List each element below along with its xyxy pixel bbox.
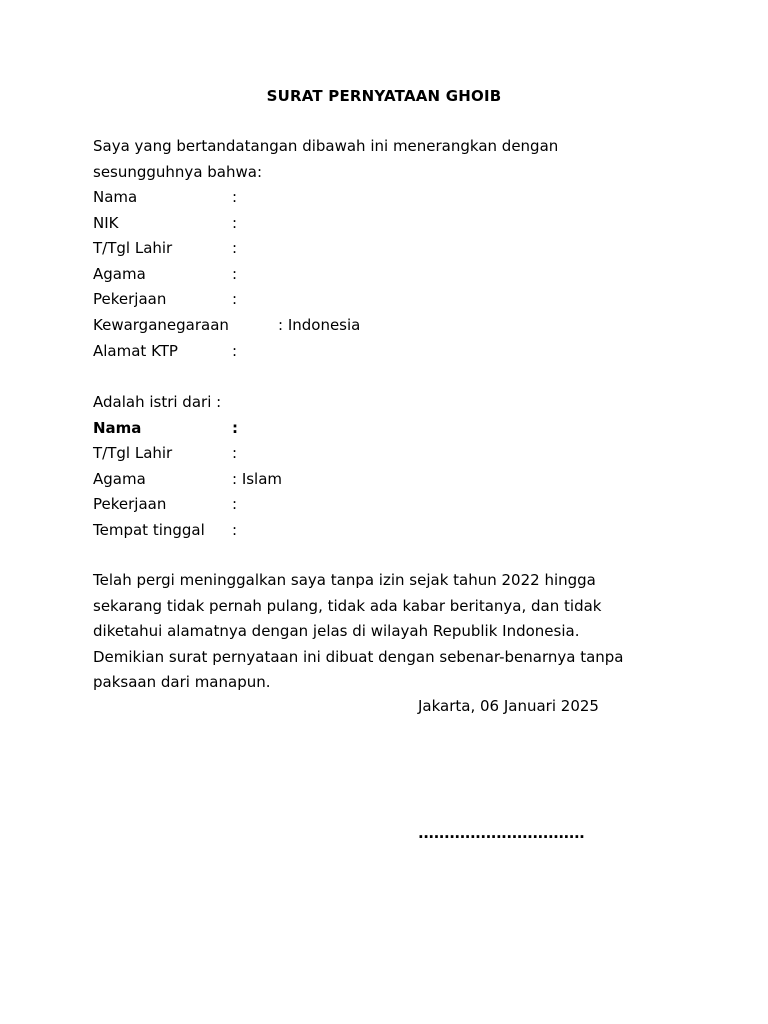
field-row-agama [93, 262, 653, 288]
spouse-row-tempat-tinggal [93, 518, 653, 544]
field-label: Nama [93, 418, 142, 437]
field-label: Agama [93, 469, 146, 488]
field-value: : [232, 213, 238, 232]
spouse-row-ttl [93, 441, 653, 467]
statement-line: sekarang tidak pernah pulang, tidak ada kabar beritanya, dan tidak [93, 596, 602, 615]
field-value: : Indonesia [278, 315, 361, 334]
field-row-kewarganegaraan [93, 313, 653, 339]
field-label: T/Tgl Lahir [93, 239, 173, 258]
field-label: Tempat tinggal [93, 520, 205, 539]
field-label: Pekerjaan [93, 290, 167, 309]
field-label: Agama [93, 264, 146, 283]
field-value: : [232, 264, 238, 283]
declarant-fields [93, 185, 653, 364]
field-label: T/Tgl Lahir [93, 444, 173, 463]
field-row-nik [93, 211, 653, 237]
statement-paragraph [93, 568, 653, 696]
intro-line: Saya yang bertandatangan dibawah ini menerangkan dengan [93, 137, 559, 155]
field-label: NIK [93, 213, 119, 232]
place-date: Jakarta, 06 Januari 2025 [418, 697, 599, 715]
spouse-row-nama [93, 416, 653, 442]
intro-paragraph [93, 134, 653, 185]
spouse-section [93, 390, 653, 544]
spouse-row-pekerjaan [93, 492, 653, 518]
field-value: : [232, 444, 238, 463]
field-value: : [232, 495, 238, 514]
statement-line: diketahui alamatnya dengan jelas di wilayah Republik Indonesia. [93, 622, 580, 641]
spouse-row-agama [93, 467, 653, 493]
field-value: : [232, 188, 238, 206]
field-row-nama [93, 185, 653, 211]
statement-line: Telah pergi meninggalkan saya tanpa izin sejak tahun 2022 hingga [93, 571, 596, 589]
field-value: : [232, 341, 238, 360]
statement-line: Demikian surat pernyataan ini dibuat dengan sebenar-benarnya tanpa [93, 647, 624, 666]
document-title: SURAT PERNYATAAN GHOIB [266, 87, 502, 105]
intro-line: sesungguhnya bahwa: [93, 162, 263, 181]
field-value: : Islam [232, 469, 283, 488]
field-row-ttl [93, 236, 653, 262]
field-label: Pekerjaan [93, 495, 167, 514]
field-value: : [232, 290, 238, 309]
field-row-alamat [93, 339, 653, 365]
field-row-pekerjaan [93, 287, 653, 313]
signature-line: ................................ [418, 824, 585, 842]
field-label: Kewarganegaraan [93, 315, 229, 334]
field-label: Alamat KTP [93, 341, 178, 360]
spouse-heading: Adalah istri dari : [93, 393, 222, 411]
field-value: : [232, 418, 238, 437]
field-value: : [232, 520, 238, 539]
statement-line: paksaan dari manapun. [93, 673, 271, 692]
field-label: Nama [93, 188, 138, 206]
field-value: : [232, 239, 238, 258]
